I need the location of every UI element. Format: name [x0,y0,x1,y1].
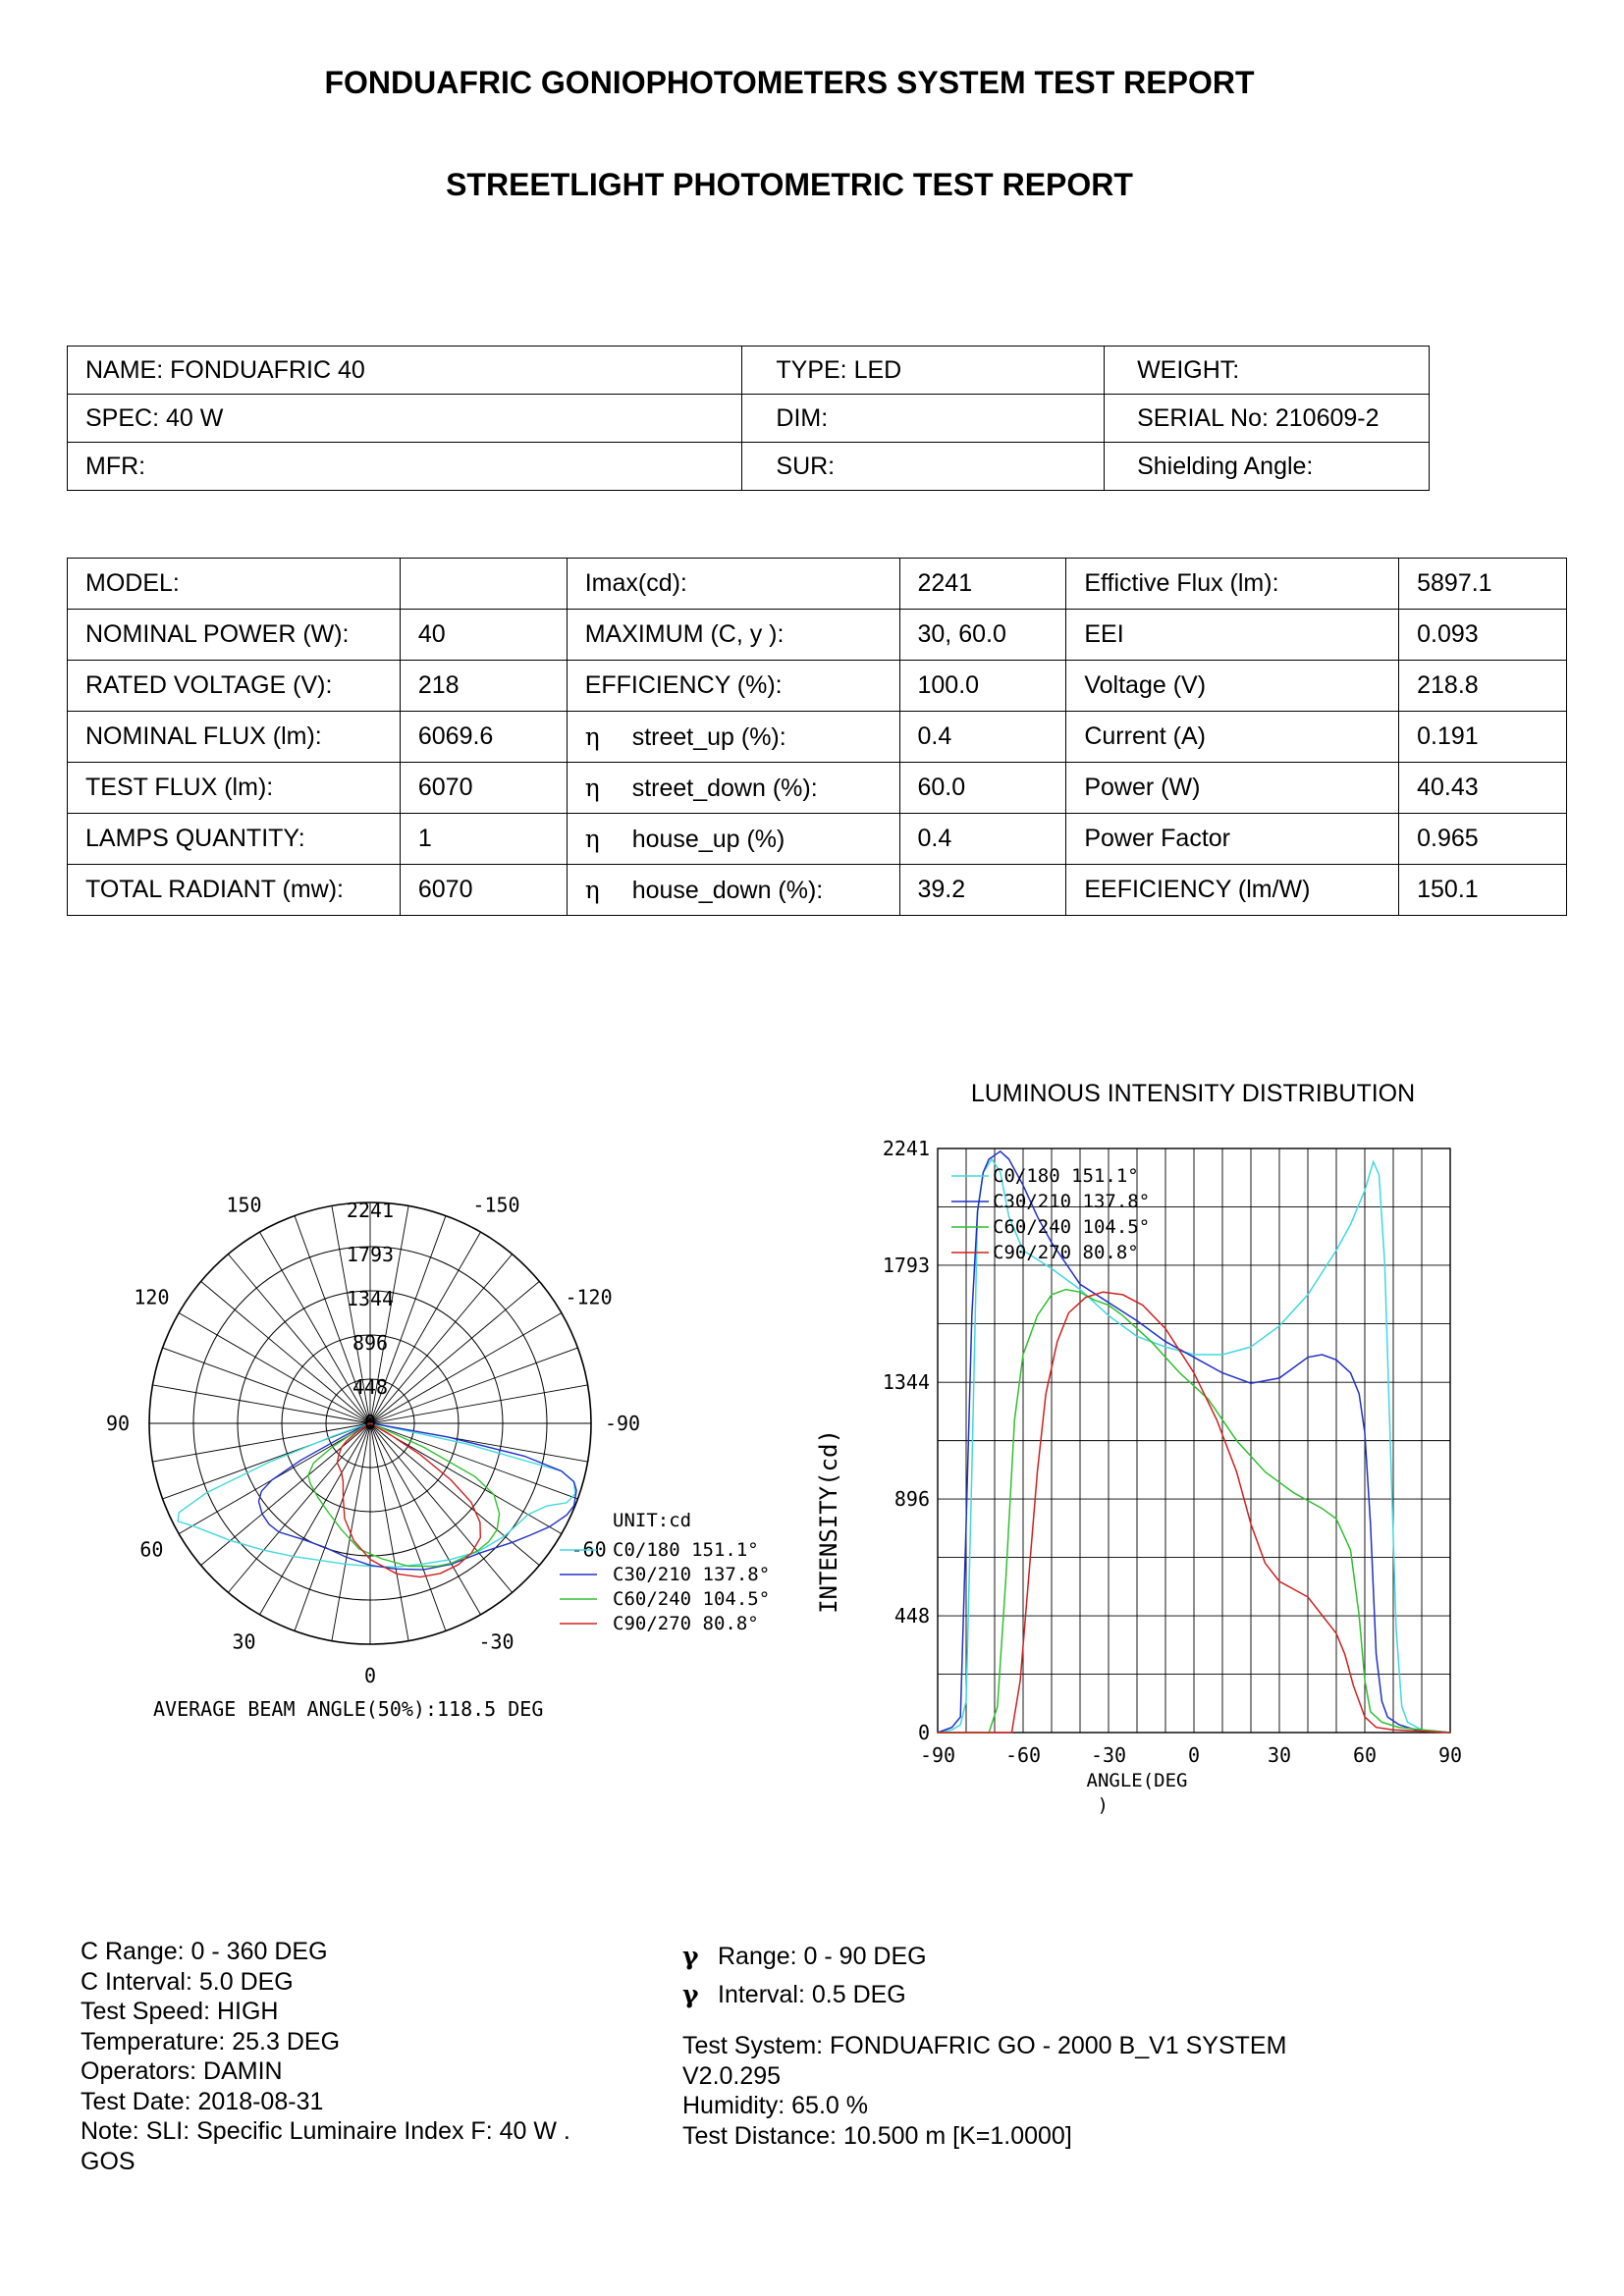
polar-angle-label: 120 [134,1285,170,1309]
polar-legend [560,1510,770,1634]
params-cell [68,661,401,712]
params-cell [899,610,1066,661]
params-value: Effictive Flux (lm): [1084,569,1279,597]
params-cell [567,712,899,763]
polar-series-curve [259,1423,577,1570]
params-value: 40.43 [1417,774,1479,801]
params-cell [567,865,899,916]
params-cell [899,814,1066,865]
legend-label: C30/210 137.8° [993,1191,1151,1212]
gamma-symbol: γ [682,1942,699,1970]
params-value: EEFICIENCY (lm/W) [1084,876,1311,903]
x-axis-label [1087,1770,1188,1816]
params-cell [400,559,567,610]
params-value: TOTAL RADIANT (mw): [85,876,344,903]
params-row [68,814,1567,865]
footer-line: V2.0.295 [682,2061,782,2090]
eta-symbol: η [584,824,600,853]
footer-line: Test Distance: 10.500 m [K=1.0000] [682,2121,1072,2150]
polar-angle-label: -120 [565,1285,613,1309]
params-cell [1066,763,1399,814]
polar-angle-label: -60 [570,1537,607,1562]
params-cell [1399,712,1567,763]
info-row [68,347,1430,395]
gamma-symbol: γ [682,1979,699,2008]
info-cell: SUR: [742,443,1105,491]
x-tick-label: 60 [1352,1743,1378,1767]
params-value: 2241 [917,569,973,597]
params-value: 100.0 [917,671,980,699]
footer-line: Test System: FONDUAFRIC GO - 2000 B_V1 SYSTEM [682,2032,1287,2059]
params-row [68,865,1567,916]
params-cell [1066,814,1399,865]
params-cell [899,763,1066,814]
params-cell [1399,559,1567,610]
info-cell: TYPE: LED [742,347,1105,395]
params-row [68,661,1567,712]
y-tick-label: 1344 [882,1370,930,1395]
params-value: Power (W) [1084,774,1201,801]
eta-symbol: η [584,875,600,904]
params-value: NOMINAL FLUX (lm): [85,722,322,750]
chart-tick-labels [883,1137,1462,1767]
x-tick-label: -30 [1090,1743,1127,1767]
params-cell [567,661,899,712]
params-cell [1399,610,1567,661]
beam-angle-text: AVERAGE BEAM ANGLE(50%):118.5 DEG [153,1697,544,1721]
polar-legend-label: C90/270 80.8° [613,1613,759,1634]
params-value: 150.1 [1417,876,1479,903]
params-cell [899,712,1066,763]
params-value: MAXIMUM (C, y ): [584,620,785,648]
chart-title: LUMINOUS INTENSITY DISTRIBUTION [970,1080,1416,1107]
params-cell [1399,865,1567,916]
params-value: TEST FLUX (lm): [85,774,274,801]
params-value: NOMINAL POWER (W): [85,620,350,648]
params-value: 218.8 [1417,671,1479,699]
footer-left [81,1937,570,2176]
footer-line: C Interval: 5.0 DEG [81,1967,294,1996]
params-value: RATED VOLTAGE (V): [85,671,333,699]
params-cell [68,763,401,814]
params-value: EFFICIENCY (%): [584,671,783,699]
info-cell: DIM: [742,395,1105,443]
y-tick-label: 1793 [882,1253,930,1277]
info-cell: NAME: FONDUAFRIC 40 [68,347,742,395]
params-cell [400,712,567,763]
params-cell [400,865,567,916]
params-value: Imax(cd): [584,569,687,597]
footer-line: Test Date: 2018-08-31 [81,2087,324,2115]
params-value: 0.4 [917,825,952,852]
params-cell [68,610,401,661]
params-cell [68,865,401,916]
params-value: street_down (%): [631,774,818,802]
params-value: LAMPS QUANTITY: [85,825,305,852]
polar-radial-tick: 1344 [346,1287,395,1310]
params-cell [1066,559,1399,610]
polar-intensity-diagram [105,1178,815,1737]
params-value: 39.2 [917,876,966,903]
params-row [68,763,1567,814]
params-cell [899,865,1066,916]
polar-series-curve [337,1423,480,1577]
y-tick-label: 448 [893,1604,930,1629]
x-tick-label: 0 [1187,1743,1201,1767]
params-cell [567,559,899,610]
polar-angle-label: 150 [226,1193,262,1217]
params-cell [68,814,401,865]
polar-angle-label: -30 [478,1629,514,1654]
gamma-range-line [682,1942,1286,1972]
footer-line: Humidity: 65.0 % [682,2092,868,2119]
polar-angle-label: 0 [363,1664,377,1687]
params-cell [899,559,1066,610]
footer-line: Temperature: 25.3 DEG [81,2027,341,2056]
params-cell [68,559,401,610]
footer-right [682,1942,1286,2151]
polar-angle-label: -150 [472,1193,520,1217]
polar-angle-label: 60 [139,1537,164,1562]
gamma-interval: Interval: 0.5 DEG [718,1980,906,2008]
polar-radial-tick: 0 [363,1411,377,1434]
params-cell [68,712,401,763]
info-cell: MFR: [68,443,742,491]
info-cell: SPEC: 40 W [68,395,742,443]
polar-radial-tick: 2241 [346,1199,395,1222]
x-tick-label: 90 [1437,1743,1463,1767]
info-row [68,395,1430,443]
footer-line: Test Speed: HIGH [81,1998,279,2025]
x-tick-label: -60 [1004,1743,1042,1767]
params-cell [1066,712,1399,763]
params-row [68,712,1567,763]
polar-angle-label: -90 [604,1412,641,1435]
params-cell [400,661,567,712]
polar-legend-label: C0/180 151.1° [613,1539,759,1561]
params-cell [1399,763,1567,814]
y-tick-label: 0 [917,1721,930,1744]
params-value: 0.965 [1417,825,1479,852]
info-cell: SERIAL No: 210609-2 [1105,395,1430,443]
params-value: Voltage (V) [1084,671,1207,699]
params-value: 5897.1 [1417,569,1492,597]
footer-line: GOS [81,2147,135,2175]
params-cell [567,610,899,661]
params-cell [1399,814,1567,865]
y-tick-label: 896 [893,1487,930,1512]
info-row [68,443,1430,491]
polar-radial-tick: 448 [352,1375,389,1399]
intensity-distribution-chart [800,1129,1488,1816]
polar-radial-tick: 896 [352,1331,389,1355]
params-value: EEI [1084,620,1124,648]
eta-symbol: η [584,721,600,751]
photometric-params-table [67,558,1567,916]
params-value: 1 [417,825,432,852]
params-value: house_up (%) [631,825,785,853]
params-value: 30, 60.0 [917,620,1006,648]
footer-line: C Range: 0 - 360 DEG [81,1938,328,1965]
polar-legend-label: C30/210 137.8° [613,1564,771,1585]
params-cell [1399,661,1567,712]
params-row [68,610,1567,661]
params-value: street_up (%): [631,722,786,751]
params-value: 40 [417,620,446,648]
y-tick-label: 2241 [882,1137,930,1160]
footer-line: Note: SLI: Specific Luminaire Index F: 40 W . [81,2117,570,2145]
params-value: 6070 [417,876,473,903]
x-tick-label: 30 [1267,1743,1292,1767]
luminaire-info-table [67,346,1430,491]
info-cell: WEIGHT: [1105,347,1430,395]
test-system-block [682,2031,1286,2151]
params-value: 0.4 [917,722,952,750]
params-value: Current (A) [1084,722,1206,750]
params-value: 60.0 [917,774,966,801]
params-value: 0.093 [1417,620,1479,648]
params-cell [1066,865,1399,916]
y-axis-label: INTENSITY(cd) [815,1429,842,1614]
params-value: 218 [417,671,460,699]
gamma-interval-line [682,1980,1286,2010]
params-value: 6070 [417,774,473,801]
params-value: MODEL: [85,569,180,597]
gamma-range: Range: 0 - 90 DEG [718,1943,927,1970]
x-axis-label-line: ANGLE(DEG [1086,1770,1188,1791]
legend-label: C0/180 151.1° [993,1165,1139,1187]
params-cell [1066,610,1399,661]
polar-radial-tick: 1793 [346,1243,395,1266]
legend-label: C60/240 104.5° [993,1216,1151,1238]
info-cell: Shielding Angle: [1105,443,1430,491]
polar-angle-label: 30 [232,1629,256,1654]
params-value: 0.191 [1417,722,1479,750]
params-cell [400,814,567,865]
params-row [68,559,1567,610]
x-tick-label: -90 [919,1743,956,1767]
params-cell [567,763,899,814]
eta-symbol: η [584,773,600,802]
x-axis-label-line: ) [1097,1794,1109,1816]
params-cell [400,610,567,661]
polar-angle-label: 90 [105,1412,131,1435]
params-value: 6069.6 [417,722,494,750]
chart-legend [951,1165,1150,1263]
footer-line: Operators: DAMIN [81,2057,283,2085]
params-cell [400,763,567,814]
params-cell [1066,661,1399,712]
params-cell [899,661,1066,712]
params-cell [567,814,899,865]
polar-unit-label: UNIT:cd [613,1510,692,1531]
params-value: Power Factor [1084,825,1231,852]
report-title: FONDUAFRIC GONIOPHOTOMETERS SYSTEM TEST REPORT [324,65,1255,100]
legend-label: C90/270 80.8° [993,1242,1139,1263]
report-subtitle: STREETLIGHT PHOTOMETRIC TEST REPORT [446,167,1133,202]
polar-legend-label: C60/240 104.5° [613,1588,771,1610]
params-value: house_down (%): [631,876,824,904]
